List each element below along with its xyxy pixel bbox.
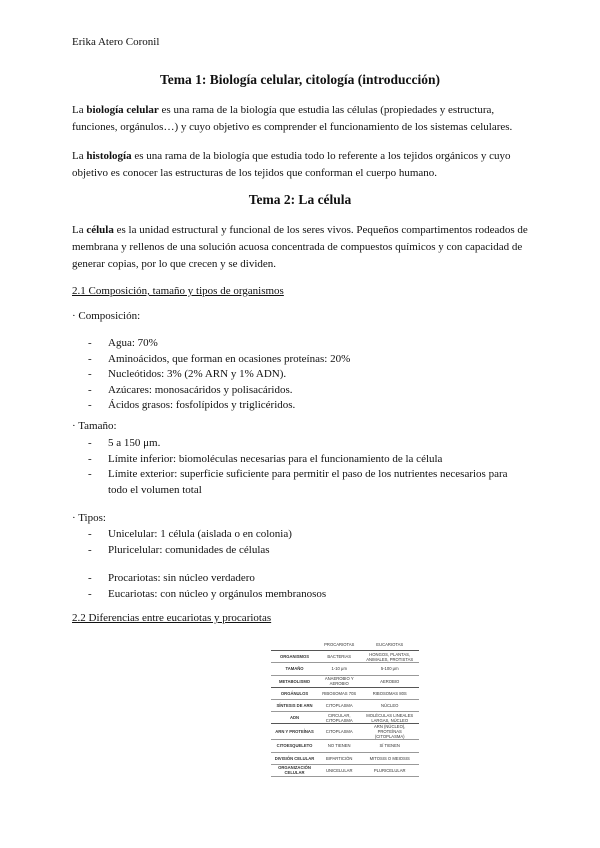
tema1-title: Tema 1: Biología celular, citología (introducción) [160,72,440,87]
list-item: - Ácidos grasos: fosfolípidos y triglicéridos. [88,398,528,414]
table-cell: MOLÉCULAS LINEALES LARGAS, NÚCLEO [360,712,419,724]
table-row [271,663,419,675]
row-label-cell: CITOESQUELETO [271,740,318,752]
row-label-cell: METABOLISMO [271,675,318,687]
table-cell: CITOPLASMA [318,724,360,740]
row-label-cell: ORGANISMOS [271,651,318,663]
row-label-cell: ARN Y PROTEÍNAS [271,724,318,740]
table-cell: RIBOSOMAS 70S [318,687,360,699]
author-name: Erika Atero Coronil [72,36,160,48]
section-2-1-heading: 2.1 Composición, tamaño y tipos de organismos [72,285,284,297]
row-label-cell: SÍNTESIS DE ARN [271,699,318,711]
table-row [271,752,419,764]
table-cell: PROCARIOTAS [318,639,360,651]
table-cell: NÚCLEO [360,699,419,711]
term-biologia-celular: biología celular [86,104,159,116]
comparison-table [271,639,419,777]
table-row [271,687,419,699]
tipos-list-b [88,571,528,602]
tema1-paragraph-1: La biología celular es una rama de la biología que estudia las células (propiedades y estructura, funciones, orgánulos…) y cuyo objetivo es comprender el funcionamiento de los sistemas celulares. [72,104,513,133]
section-2-2-heading: 2.2 Diferencias entre eucariotas y procariotas [72,612,272,624]
list-item: - Aminoácidos, que forman en ocasiones proteínas: 20% [88,352,528,368]
table-cell: CIRCULAR, CITOPLASMA [318,712,360,724]
table-row [271,712,419,724]
table-cell: MITOSIS O MEIOSIS [360,752,419,764]
tema2-paragraph-1: La célula es la unidad estructural y funcional de los seres vivos. Pequeños compartimentos rodeados de membrana y rellenos de una solución acuosa concentrada de compuestos químicos y con capacidad de generar copias, por lo que crecen y se dividen. [72,224,528,270]
table-cell: BACTERIAS [318,651,360,663]
table-cell: ARN (NÚCLEO), PROTEÍNAS (CITOPLASMA) [360,724,419,740]
list-item: - Azúcares: monosacáridos y polisacáridos. [88,383,528,399]
table-row [271,724,419,740]
table-cell: UNICELULAR [318,764,360,776]
term-celula: célula [86,224,114,236]
table-cell: PLURICELULAR [360,764,419,776]
list-item: - Procariotas: sin núcleo verdadero [88,571,528,587]
table-cell: 1-10 μm [318,663,360,675]
term-histologia: histología [86,150,132,162]
tamano-label: · Tamaño: [72,420,117,432]
row-label-cell [271,639,318,651]
list-item: - Nucleótidos: 3% (2% ARN y 1% ADN). [88,367,528,383]
table-cell: CITOPLASMA [318,699,360,711]
tema1-paragraph-2: La histología es una rama de la biología que estudia todo lo referente a los tejidos orgánicos y cuyo objetivo es conocer las estructuras de los tejidos que conforman el cuerpo humano. [72,150,511,179]
table-cell: RIBOSOMAS 80S [360,687,419,699]
list-item: - Agua: 70% [88,336,528,352]
list-item: - Eucariotas: con núcleo y orgánulos membranosos [88,587,528,603]
list-item: - Unicelular: 1 célula (aislada o en colonia) [88,527,528,543]
tema2-title: Tema 2: La célula [248,192,352,207]
table-cell: HONGOS, PLANTAS, ANIMALES, PROTISTAS [360,651,419,663]
row-label-cell: ADN [271,712,318,724]
list-item: - 5 a 150 μm. [88,436,528,452]
list-item: - Límite inferior: biomoléculas necesarias para el funcionamiento de la célula [88,452,528,468]
row-label-cell: TAMAÑO [271,663,318,675]
row-label-cell: DIVISIÓN CELULAR [271,752,318,764]
table-row [271,675,419,687]
table-row [271,764,419,776]
table-row [271,651,419,663]
list-item: - Límite exterior: superficie suficiente para permitir el paso de los nutrientes necesarios para todo el volumen total [88,467,528,498]
tipos-label: · Tipos: [72,512,106,524]
row-label-cell: ORGÁNULOS [271,687,318,699]
table-cell: 5-100 μm [360,663,419,675]
table-cell: BIPARTICIÓN [318,752,360,764]
tipos-list-a [88,527,528,558]
table-row [271,740,419,752]
composicion-label: · Composición: [72,310,141,322]
table-header-row [271,639,419,651]
table-cell: NO TIENEN [318,740,360,752]
table-cell: ANAEROBIO Y AEROBIO [318,675,360,687]
table-cell: AEROBIO [360,675,419,687]
composicion-list [88,336,528,414]
table-cell: EUCARIOTAS [360,639,419,651]
list-item: - Pluricelular: comunidades de células [88,543,528,559]
row-label-cell: ORGANIZACIÓN CELULAR [271,764,318,776]
tamano-list [88,436,528,498]
table-cell: SÍ TIENEN [360,740,419,752]
table-row [271,699,419,711]
